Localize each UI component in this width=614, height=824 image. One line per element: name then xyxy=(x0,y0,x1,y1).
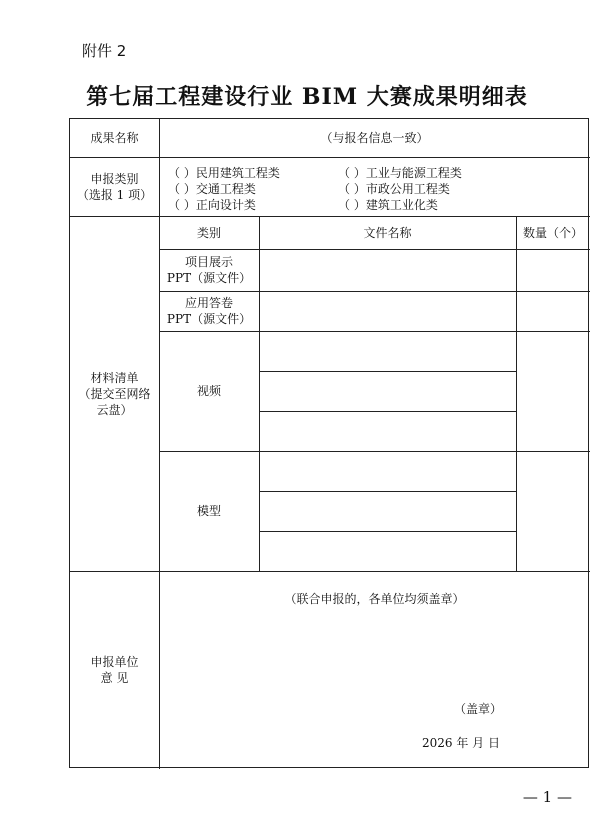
stamp-label: （盖章） xyxy=(454,702,503,716)
file-name-cell[interactable] xyxy=(259,451,516,491)
count-cell[interactable] xyxy=(516,291,590,331)
file-name-cell[interactable] xyxy=(259,371,516,411)
file-name-cell[interactable] xyxy=(259,411,516,451)
category-option-industry-energy[interactable]: （ ）工业与能源工程类 xyxy=(338,166,462,180)
type-project-ppt xyxy=(159,249,259,291)
opinion-label xyxy=(70,571,159,769)
count-cell[interactable] xyxy=(516,331,590,451)
type-answer-ppt-line2: PPT（源文件） xyxy=(166,312,252,326)
results-table xyxy=(69,118,589,768)
type-answer-ppt-line1: 应用答卷 xyxy=(184,296,233,310)
count-cell[interactable] xyxy=(516,451,590,571)
category-option-forward-design[interactable]: （ ）正向设计类 xyxy=(168,198,256,212)
file-name-cell[interactable] xyxy=(259,249,516,291)
category-option-civil[interactable]: （ ）民用建筑工程类 xyxy=(168,166,280,180)
result-name-label: 成果名称 xyxy=(90,131,139,145)
materials-label-line1: 材料清单 xyxy=(90,370,139,385)
type-video: 视频 xyxy=(196,384,221,398)
opinion-label-line2: 意 见 xyxy=(100,671,129,685)
category-option-transport[interactable]: （ ）交通工程类 xyxy=(168,182,256,196)
category-option-industrialization[interactable]: （ ）建筑工业化类 xyxy=(338,198,438,212)
opinion-label-line1: 申报单位 xyxy=(90,655,139,669)
type-model: 模型 xyxy=(196,504,221,518)
materials-label-line2: （提交至网络 xyxy=(78,386,151,401)
file-name-cell[interactable] xyxy=(259,531,516,571)
type-project-ppt-line1: 项目展示 xyxy=(184,255,233,269)
file-name-cell[interactable] xyxy=(259,331,516,371)
attachment-label: 附件 2 xyxy=(82,42,127,60)
header-file-name: 文件名称 xyxy=(363,225,412,240)
count-cell[interactable] xyxy=(516,249,590,291)
type-project-ppt-line2: PPT（源文件） xyxy=(166,271,252,285)
category-label xyxy=(70,157,159,216)
type-answer-ppt xyxy=(159,291,259,331)
opinion-note: （联合申报的，各单位均须盖章） xyxy=(284,592,465,606)
category-option-municipal[interactable]: （ ）市政公用工程类 xyxy=(338,182,450,196)
result-name-field[interactable]: （与报名信息一致） xyxy=(320,131,429,145)
header-type: 类别 xyxy=(196,225,221,240)
page-number: — 1 — xyxy=(522,788,572,806)
category-label-line1: 申报类别 xyxy=(90,171,139,186)
date-line[interactable]: 2026 年 月 日 xyxy=(422,736,500,750)
materials-label-line3: 云盘） xyxy=(96,402,133,417)
file-name-cell[interactable] xyxy=(259,291,516,331)
file-name-cell[interactable] xyxy=(259,491,516,531)
materials-label xyxy=(70,216,159,571)
category-label-line2: （选报 1 项） xyxy=(76,187,153,202)
header-count: 数量（个） xyxy=(522,225,583,240)
page-title: 第七届工程建设行业 BIM 大赛成果明细表 xyxy=(86,84,528,110)
